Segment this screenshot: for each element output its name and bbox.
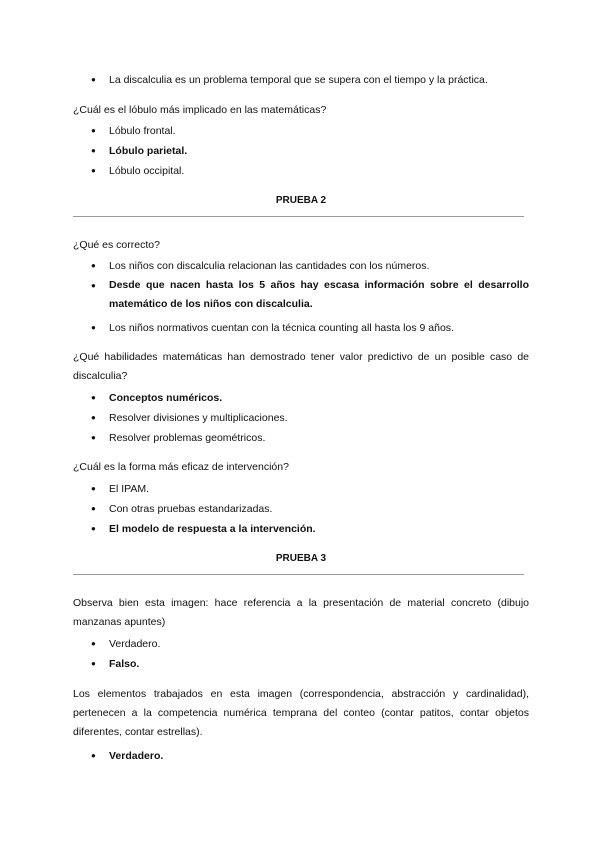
bullet-icon: ●: [91, 433, 96, 442]
question-text: ¿Cuál es la forma más eficaz de intervención?: [73, 461, 289, 473]
question-text: Observa bien esta imagen: hace referencia a la presentación de material concreto (dibujo manzanas apuntes): [73, 597, 529, 628]
section-heading: PRUEBA 3: [275, 553, 327, 564]
bullet-icon: ●: [91, 75, 96, 84]
list-item: [91, 70, 488, 90]
bullet-icon: ●: [91, 281, 96, 290]
section-heading: PRUEBA 2: [275, 195, 327, 206]
list-item-correct: [91, 654, 139, 674]
question-text: ¿Cuál es el lóbulo más implicado en las matemáticas?: [73, 104, 327, 116]
option-text: Los niños con discalculia relacionan las cantidades con los números.: [109, 260, 430, 272]
list-item: [91, 634, 160, 654]
option-text: Verdadero.: [109, 638, 161, 650]
option-text: Desde que nacen hasta los 5 años hay escasa información sobre el desarrollo matemático de los niños con discalculia.: [109, 279, 529, 310]
option-text: Falso.: [109, 658, 140, 670]
bullet-icon: ●: [91, 751, 96, 760]
list-item-correct: [91, 276, 529, 314]
question-text: Los elementos trabajados en esta imagen (correspondencia, abstracción y cardinalidad), pertenecen a la competencia numérica temprana del conteo (contar patitos, contar objetos diferentes, contar estrellas).: [73, 688, 529, 738]
list-item-correct: [91, 746, 163, 766]
bullet-icon: ●: [91, 524, 96, 533]
list-item: [91, 318, 454, 338]
divider: [73, 216, 524, 217]
divider: [73, 574, 524, 575]
question-text: ¿Qué es correcto?: [73, 239, 160, 251]
question-text: ¿Qué habilidades matemáticas han demostrado tener valor predictivo de un posible caso de discalculia?: [73, 351, 529, 382]
option-text: Conceptos numéricos.: [109, 392, 223, 404]
list-item: [91, 499, 272, 519]
option-text: El IPAM.: [109, 483, 150, 495]
list-item-correct: [91, 388, 222, 408]
bullet-icon: ●: [91, 146, 96, 155]
option-text: Resolver problemas geométricos.: [109, 432, 266, 444]
option-text: Lóbulo frontal.: [109, 125, 176, 137]
option-text: Resolver divisiones y multiplicaciones.: [109, 412, 288, 424]
list-item: [91, 479, 149, 499]
list-item-correct: [91, 519, 316, 539]
option-text: Lóbulo parietal.: [109, 145, 188, 157]
list-item-correct: [91, 141, 187, 161]
list-item: [91, 428, 265, 448]
list-item: [91, 256, 429, 276]
option-text: Lóbulo occipital.: [109, 165, 185, 177]
bullet-icon: ●: [91, 504, 96, 513]
option-text: El modelo de respuesta a la intervención.: [109, 523, 316, 535]
option-text: Verdadero.: [109, 750, 164, 762]
bullet-icon: ●: [91, 126, 96, 135]
option-text: Los niños normativos cuentan con la técnica counting all hasta los 9 años.: [109, 322, 454, 334]
bullet-icon: ●: [91, 261, 96, 270]
option-text: Con otras pruebas estandarizadas.: [109, 503, 273, 515]
bullet-icon: ●: [91, 484, 96, 493]
list-item: [91, 408, 288, 428]
bullet-icon: ●: [91, 413, 96, 422]
list-item: [91, 121, 176, 141]
bullet-icon: ●: [91, 659, 96, 668]
bullet-icon: ●: [91, 393, 96, 402]
bullet-icon: ●: [91, 166, 96, 175]
bullet-icon: ●: [91, 323, 96, 332]
bullet-icon: ●: [91, 639, 96, 648]
list-item: [91, 161, 184, 181]
option-text: La discalculia es un problema temporal que se supera con el tiempo y la práctica.: [109, 74, 488, 86]
